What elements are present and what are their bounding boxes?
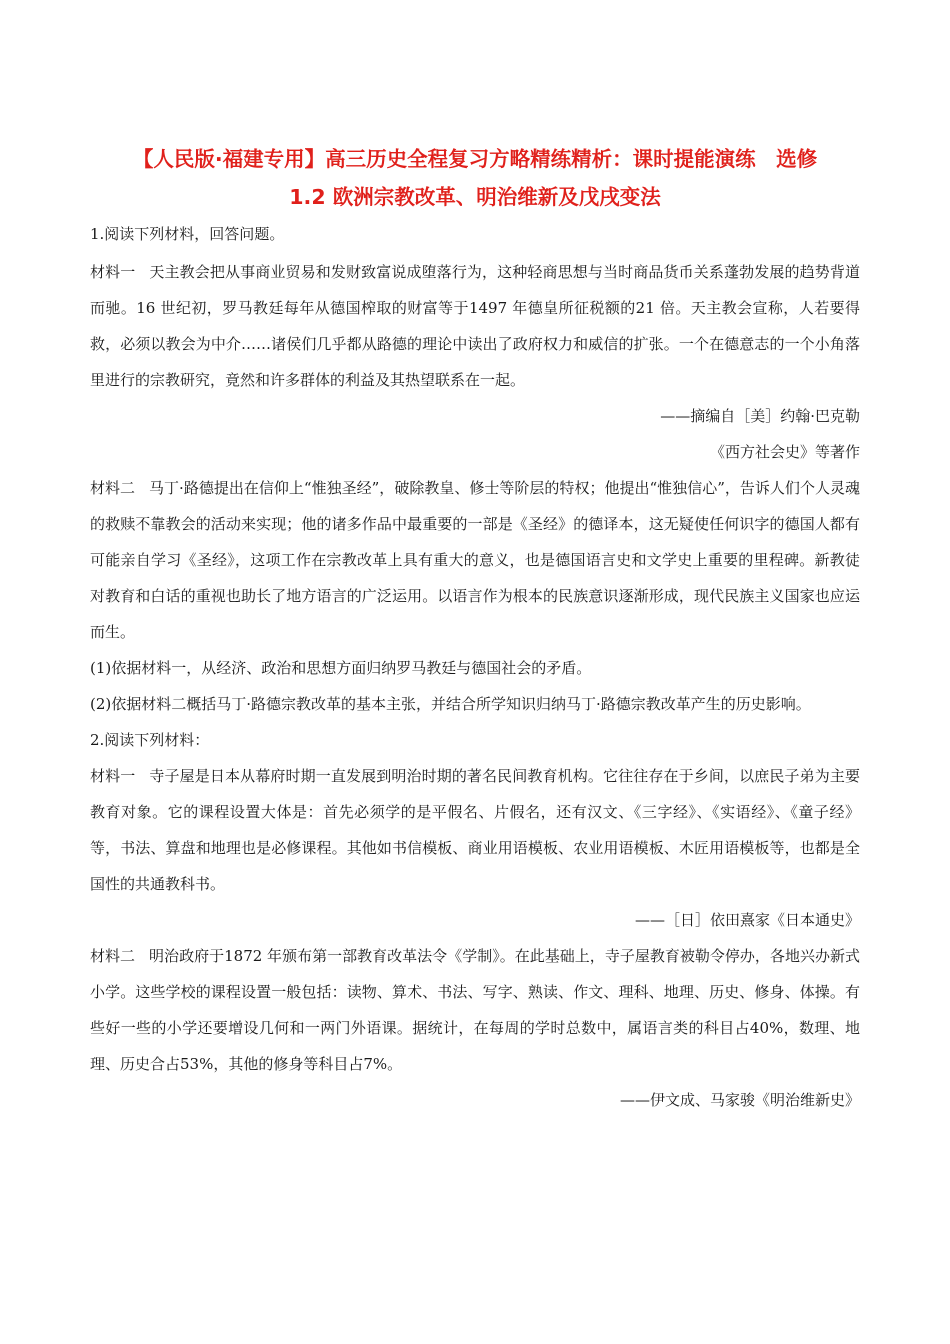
document-page (90, 140, 860, 1118)
q2-material-1-text: 寺子屋是日本从幕府时期一直发展到明治时期的著名民间教育机构。它往往存在于乡间，以庶民子弟为主要教育对象。它的课程设置大体是：首先必须学的是平假名、片假名，还有汉文、《三字经》、《实语经》、《童子经》等，书法、算盘和地理也是必修课程。其他如书信模板、商业用语模板、农业用语模板、木匠用语模板等，也都是全国性的共通教科书。 (90, 767, 860, 893)
title-line-1: 【人民版·福建专用】高三历史全程复习方略精练精析：课时提能演练 选修 (132, 147, 818, 171)
q2-material-2-source: ——伊文成、马家骏《明治维新史》 (619, 1091, 860, 1109)
question-1 (90, 220, 860, 722)
q2-material-1-source: ——［日］依田熹家《日本通史》 (634, 911, 860, 929)
title-line-2: 1.2 欧洲宗教改革、明治维新及戊戌变法 (289, 185, 661, 209)
q1-material-1-label: 材料一 (90, 263, 136, 281)
question-2-heading: 2.阅读下列材料： (90, 731, 210, 749)
q2-material-2 (90, 938, 860, 1082)
q1-material-2-label: 材料二 (90, 479, 136, 497)
q1-material-1-source-line-1: ——摘编自［美］约翰·巴克勒 (660, 407, 860, 425)
q1-material-1-text: 天主教会把从事商业贸易和发财致富说成堕落行为，这种轻商思想与当时商品货币关系蓬勃发展的趋势背道而驰。16 世纪初，罗马教廷每年从德国榨取的财富等于1497 年德皇所征税额的21 倍。天主教会宣称，人若要得救，必须以教会为中介……诸侯们几乎都从路德的理论中读出了政府权力和威信的扩张。一个在德意志的一个小角落里进行的宗教研究，竟然和许多群体的利益及其热望联系在一起。 (90, 263, 860, 389)
document-title (90, 140, 860, 216)
q2-material-1-label: 材料一 (90, 767, 136, 785)
q2-material-1 (90, 758, 860, 902)
q1-material-1-source-line-2: 《西方社会史》等著作 (709, 443, 860, 461)
q1-material-2 (90, 470, 860, 650)
q1-material-2-text: 马丁·路德提出在信仰上“惟独圣经”，破除教皇、修士等阶层的特权；他提出“惟独信心”，告诉人们个人灵魂的救赎不靠教会的活动来实现；他的诸多作品中最重要的一部是《圣经》的德译本，这无疑使任何识字的德国人都有可能亲自学习《圣经》，这项工作在宗教改革上具有重大的意义，也是德国语言史和文学史上重要的里程碑。新教徒对教育和白话的重视也助长了地方语言的广泛运用。以语言作为根本的民族意识逐渐形成，现代民族主义国家也应运而生。 (90, 479, 860, 641)
question-1-heading: 1.阅读下列材料，回答问题。 (90, 225, 285, 243)
q1-material-1 (90, 254, 860, 398)
q2-material-2-text: 明治政府于1872 年颁布第一部教育改革法令《学制》。在此基础上，寺子屋教育被勒令停办，各地兴办新式小学。这些学校的课程设置一般包括：读物、算术、书法、写字、熟读、作文、理科、地理、历史、修身、体操。有些好一些的小学还要增设几何和一两门外语课。据统计，在每周的学时总数中，属语言类的科目占40%，数理、地理、历史合占53%，其他的修身等科目占7%。 (90, 947, 860, 1073)
q1-subquestion-1: (1)依据材料一，从经济、政治和思想方面归纳罗马教廷与德国社会的矛盾。 (90, 659, 592, 677)
q2-material-2-label: 材料二 (90, 947, 136, 965)
question-2 (90, 722, 860, 1118)
q1-subquestion-2: (2)依据材料二概括马丁·路德宗教改革的基本主张，并结合所学知识归纳马丁·路德宗教改革产生的历史影响。 (90, 695, 811, 713)
